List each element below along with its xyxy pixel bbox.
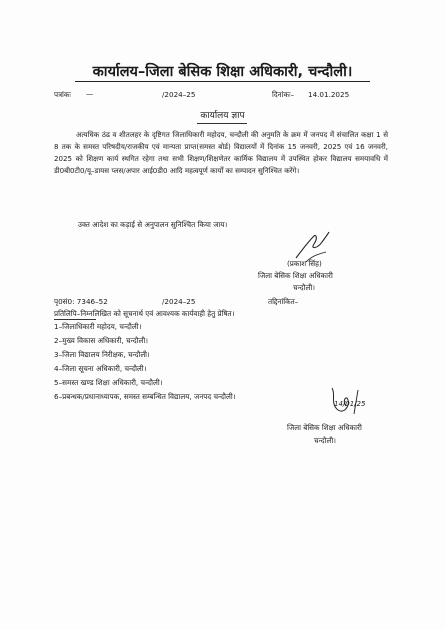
list-item: 4–जिला सूचना अधिकारी, चन्दौली। <box>54 364 147 373</box>
doc-type-title: कार्यालय ज्ञाप <box>200 111 245 121</box>
handwritten-date: 14/01/25 <box>334 400 366 408</box>
signatory-designation: जिला बेसिक शिक्षा अधिकारी <box>258 271 333 280</box>
list-item: 5–समस्त खण्ड शिक्षा अधिकारी, चन्दौली। <box>54 378 163 387</box>
office-header: कार्यालय–जिला बेसिक शिक्षा अधिकारी, चन्दौली। <box>92 64 353 80</box>
date-label: दिनांकः– <box>272 90 295 99</box>
signatory-2-designation: जिला बेसिक शिक्षा अधिकारी <box>287 423 362 432</box>
list-item: 1–जिलाधिकारी महोदय, चन्दौली। <box>54 322 142 331</box>
ref2-year: /2024–25 <box>162 297 196 306</box>
compliance-line: उक्त आदेश का कड़ाई से अनुपालन सुनिश्चित किया जाय। <box>78 220 228 229</box>
header-underline <box>75 81 370 82</box>
patrank-label: पत्रांकः <box>54 90 71 99</box>
list-item: 3–जिला विद्यालय निरीक्षक, चन्दौली। <box>54 350 150 359</box>
list-item: 2–मुख्य विकास अधिकारी, चन्दौली। <box>54 336 148 345</box>
doc-type-underline <box>197 123 247 124</box>
signatory-name: (प्रकाश सिंह) <box>287 259 322 268</box>
signatory-place: चन्दौली। <box>293 283 315 292</box>
copy-heading: प्रतिलिपि–निम्नलिखित को सूचनार्थ एवं आवश्यक कार्यवाही हेतु प्रेषित। <box>54 309 235 318</box>
body-paragraph: अत्यधिक ठंढ व शीतलहर के दृष्टिगत जिलाधिकारी महोदय, चन्दौली की अनुमति के क्रम में जनपद में संचालित कक्षा 1 से 8 तक के समस्त परिषदीय/राजकीय एवं मान्यता प्राप्त(समस्त बोर्ड) विद्यालयों में दिनांक 15 जनवरी, 2025 एवं 16 जनवरी, 2025 को शिक्षण कार्य स्थगित रहेगा तथा सभी शिक्षण/शिक्षणेतर कार्मिक विद्यालय में उपस्थित होकर विद्यालय समयावधि में डी0बी0टी0/यू–डायस प्लस/अपार आई0डी0 आदि महत्वपूर्ण कार्यों का सम्पादन सुनिश्चित करेंगे। <box>54 130 388 176</box>
list-item: 6–प्रबन्धक/प्रधानाध्यापक, समस्त सम्बन्धित विद्यालय, जनपद चन्दौली। <box>54 392 236 401</box>
patrank-year: /2024–25 <box>162 90 196 99</box>
copy-heading-underline <box>54 319 96 320</box>
ref2-number: पृ0सं0: 7346–52 <box>54 297 108 306</box>
patrank-value: — <box>86 89 94 98</box>
signatory-2-place: चन्दौली। <box>314 436 336 445</box>
ref2-date-label: तद्दिनांकित– <box>268 297 299 306</box>
date-value: 14.01.2025 <box>308 90 350 99</box>
